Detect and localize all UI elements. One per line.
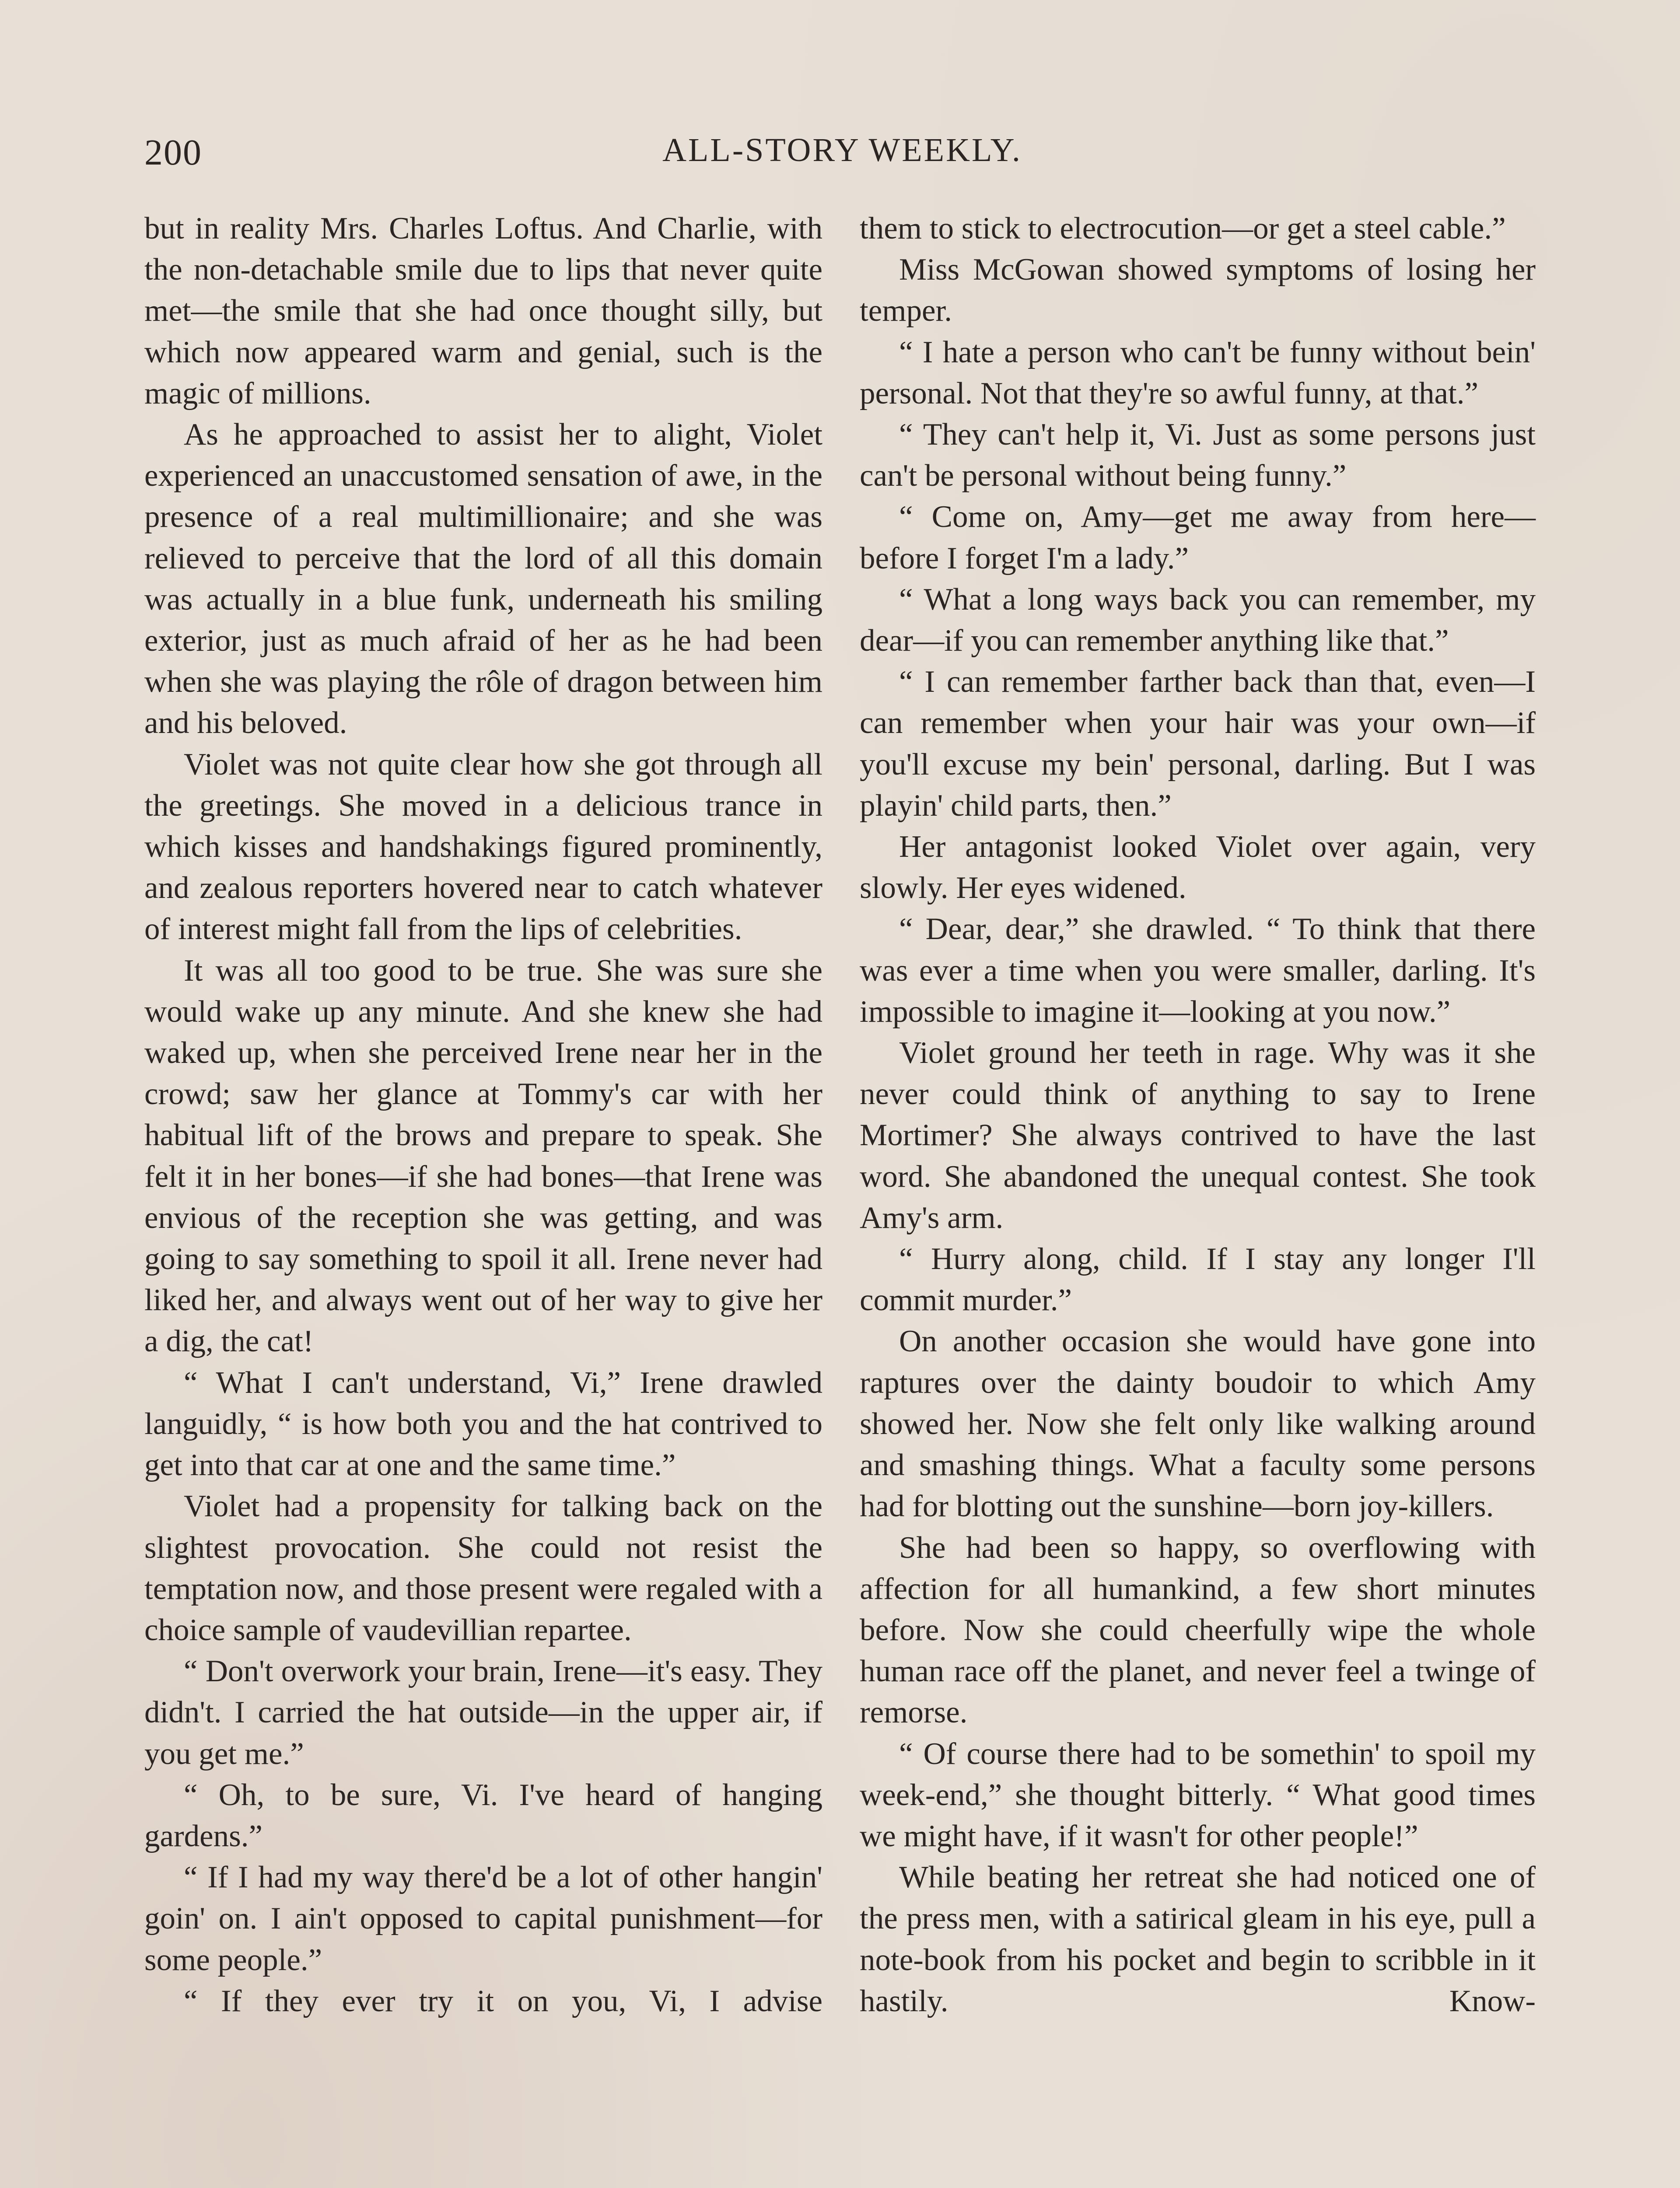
- page-header: [144, 131, 1540, 184]
- paragraph: “ I can remember farther back than that, even—I can remember when your hair was your own—if you'll excuse my bein' personal, darling. But I was playin' child parts, then.”: [860, 665, 1536, 823]
- paragraph: “ Come on, Amy—get me away from here—before I forget I'm a lady.”: [860, 500, 1536, 575]
- paragraph: “ Oh, to be sure, Vi. I've heard of hanging gardens.”: [144, 1778, 822, 1853]
- paragraph: “ Hurry along, child. If I stay any longer I'll commit murder.”: [860, 1242, 1536, 1318]
- paragraph: Violet was not quite clear how she got through all the greetings. She moved in a delicious trance in which kisses and handshakings figured prominently, and zealous reporters hovered near to catch whatever of interest might fall from the lips of celebrities.: [144, 747, 822, 947]
- paragraph: “ What I can't understand, Vi,” Irene drawled languidly, “ is how both you and the hat contrived to get into that car at one and the same time.”: [144, 1365, 822, 1483]
- paragraph: Violet had a propensity for talking back on the slightest provocation. She could not resist the temptation now, and those present were regaled with a choice sample of vaudevillian repartee.: [144, 1489, 822, 1647]
- paragraph: It was all too good to be true. She was sure she would wake up any minute. And she knew she had waked up, when she perceived Irene near her in the crowd; saw her glance at Tommy's car with her habitual lift of the brows and prepare to speak. She felt it in her bones—if she had bones—that Irene was envious of the reception she was getting, and was going to say something to spoil it all. Irene never had liked her, and always went out of her way to give her a dig, the cat!: [144, 953, 822, 1359]
- paragraph: Miss McGowan showed symptoms of losing her temper.: [860, 252, 1536, 328]
- paragraph: “ Of course there had to be somethin' to spoil my week-end,” she thought bitterly. “ What good times we might have, if it wasn't for other people!”: [860, 1736, 1536, 1853]
- paragraph: While beating her retreat she had noticed one of the press men, with a satirical gleam in his eye, pull a note-book from his pocket and begin to scribble in it hastily. Know-: [860, 1860, 1536, 2018]
- paragraph: She had been so happy, so overflowing with affection for all humankind, a few short minutes before. Now she could cheerfully wipe the whole human race off the planet, and never feel a twinge of remorse.: [860, 1530, 1536, 1730]
- paragraph: Her antagonist looked Violet over again, very slowly. Her eyes widened.: [860, 830, 1536, 905]
- right-column: [860, 208, 1536, 2022]
- paragraph: “ If I had my way there'd be a lot of other hangin' goin' on. I ain't opposed to capital punishment—for some people.”: [144, 1860, 822, 1977]
- paragraph: “ Don't overwork your brain, Irene—it's easy. They didn't. I carried the hat outside—in the upper air, if you get me.”: [144, 1654, 822, 1771]
- paragraph: “ They can't help it, Vi. Just as some persons just can't be personal without being funny.”: [860, 417, 1536, 493]
- paragraph: them to stick to electrocution—or get a steel cable.”: [860, 211, 1506, 245]
- paragraph: “ I hate a person who can't be funny without bein' personal. Not that they're so awful funny, at that.”: [860, 335, 1536, 410]
- paragraph: Violet ground her teeth in rage. Why was it she never could think of anything to say to Irene Mortimer? She always contrived to have the last word. She abandoned the unequal contest. She took Amy's arm.: [860, 1036, 1536, 1235]
- paragraph: As he approached to assist her to alight, Violet experienced an unaccustomed sensation of awe, in the presence of a real multimillionaire; and she was relieved to perceive that the lord of all this domain was actually in a blue funk, underneath his smiling exterior, just as much afraid of her as he had been when she was playing the rôle of dragon between him and his beloved.: [144, 417, 822, 740]
- paragraph: “ If they ever try it on you, Vi, I advise: [184, 1984, 822, 2018]
- paragraph: On another occasion she would have gone into raptures over the dainty boudoir to which Amy showed her. Now she felt only like walking around and smashing things. What a faculty some persons had for blotting out the sunshine—born joy-killers.: [860, 1324, 1536, 1524]
- left-column: [144, 208, 822, 2022]
- paragraph: “ What a long ways back you can remember, my dear—if you can remember anything like that.”: [860, 582, 1536, 658]
- paragraph: “ Dear, dear,” she drawled. “ To think that there was ever a time when you were smaller, darling. It's impossible to imagine it—looking at you now.”: [860, 912, 1536, 1029]
- page-number: 200: [144, 132, 202, 173]
- paragraph: but in reality Mrs. Charles Loftus. And Charlie, with the non-detachable smile due to lips that never quite met—the smile that she had once thought silly, but which now appeared warm and genial, such is the magic of millions.: [144, 211, 822, 410]
- running-title: ALL-STORY WEEKLY.: [662, 132, 1022, 168]
